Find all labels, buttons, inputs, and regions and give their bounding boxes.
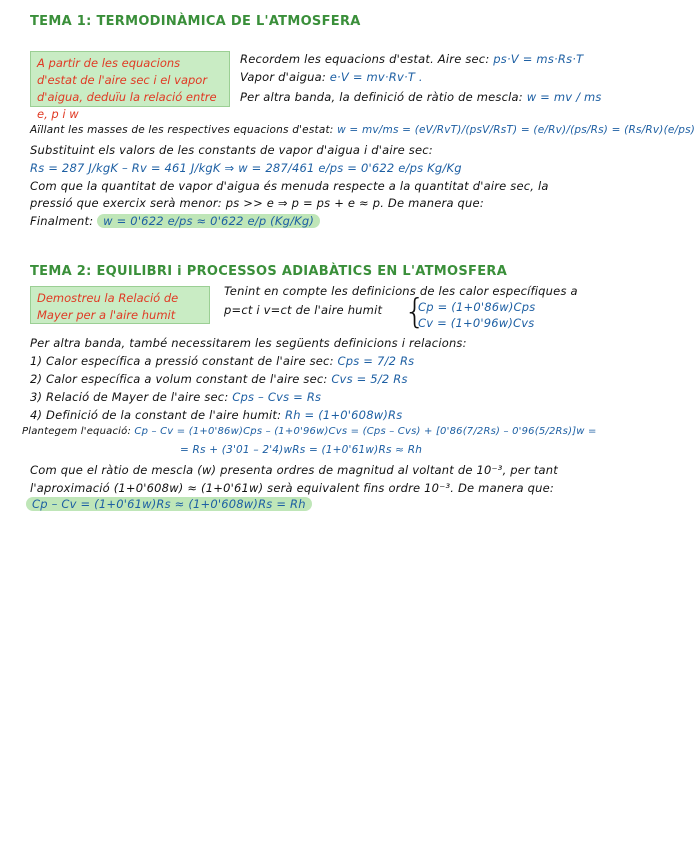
line-eq: ps·V = ms·Rs·T [493, 52, 584, 66]
line-substituint: Substituint els valors de les constants de vapor d'aigua i d'aire sec: [30, 143, 433, 157]
section1-task-box: A partir de les equacions d'estat de l'aire sec i el vapor d'aigua, deduïu la relació entre e, p i w [30, 51, 230, 107]
plantegem-equation-2: = Rs + (3'01 – 2'4)wRs = (1+0'61w)Rs ≈ Rh [180, 444, 423, 456]
final-line-section2 [26, 497, 312, 511]
section1-title: TEMA 1: TERMODINÀMICA DE L'ATMOSFERA [30, 14, 361, 29]
line-vapor [240, 70, 423, 84]
line-text: Recordem les equacions d'estat. Aire sec: [240, 52, 490, 66]
line-ratio-definition [240, 90, 602, 104]
section2-title: TEMA 2: EQUILIBRI i PROCESSOS ADIABÀTICS EN L'ATMOSFERA [30, 264, 508, 279]
line-aillant [30, 124, 695, 136]
line-pressio: pressió que exercix serà menor: ps >> e ⇒ p = ps + e ≈ p. De manera que: [30, 196, 484, 210]
conclusion-line-2: l'aproximació (1+0'608w) ≈ (1+0'61w) serà equivalent fins ordre 10⁻³. De manera que: [30, 481, 554, 495]
final-equation: Cp – Cv = (1+0'61w)Rs ≈ (1+0'608w)Rs = Rh [26, 497, 312, 511]
plantegem-label: Plantegem l'equació: [22, 426, 132, 437]
item-1 [30, 354, 414, 368]
intro-line-2: p=ct i v=ct de l'aire humit [224, 303, 383, 317]
lead-line: Per altra banda, també necessitarem les següents definicions i relacions: [30, 336, 467, 350]
cv-definition: Cv = (1+0'96w)Cvs [418, 316, 535, 330]
line-aire-sec [240, 52, 583, 66]
item-eq: Cvs = 5/2 Rs [331, 372, 408, 386]
item-eq: Cps = 7/2 Rs [337, 354, 415, 368]
item-text: 3) Relació de Mayer de l'aire sec: [30, 390, 229, 404]
item-text: 1) Calor específica a pressió constant de l'aire sec: [30, 354, 334, 368]
section2-task-box: Demostreu la Relació de Mayer per a l'aire humit [30, 286, 210, 324]
brace: { [404, 292, 426, 332]
line-eq: w = mv / ms [526, 90, 602, 104]
item-text: 4) Definició de la constant de l'aire humit: [30, 408, 282, 422]
final-label: Finalment: [30, 214, 94, 228]
conclusion-line-1: Com que el ràtio de mescla (w) presenta ordres de magnitud al voltant de 10⁻³, per tant [30, 463, 559, 477]
line-eq: w = mv/ms = (eV/RvT)/(psV/RsT) = (e/Rv)/(ps/Rs) = (Rs/Rv)(e/ps) [337, 124, 695, 136]
line-text: Aïllant les masses de les respectives equacions d'estat: [30, 124, 334, 136]
plantegem-equation-1: Cp – Cv = (1+0'86w)Cps – (1+0'96w)Cvs = (Cps – Cvs) + [0'86(7/2Rs) – 0'96(5/2Rs)]w = [134, 426, 597, 437]
item-2 [30, 372, 408, 386]
final-line-section1 [30, 214, 320, 228]
item-eq: Cps – Cvs = Rs [232, 390, 322, 404]
line-text: Vapor d'aigua: [240, 70, 326, 84]
item-4 [30, 408, 402, 422]
line-constants-values: Rs = 287 J/kgK – Rv = 461 J/kgK ⇒ w = 287/461 e/ps = 0'622 e/ps Kg/Kg [30, 161, 462, 175]
plantegem-line [22, 426, 597, 437]
item-3 [30, 390, 321, 404]
line-text: Per altra banda, la definició de ràtio de mescla: [240, 90, 523, 104]
item-text: 2) Calor específica a volum constant de l'aire sec: [30, 372, 328, 386]
intro-line-1: Tenint en compte les definicions de les calor específiques a [224, 284, 578, 298]
item-eq: Rh = (1+0'608w)Rs [285, 408, 403, 422]
line-com-que: Com que la quantitat de vapor d'aigua és menuda respecte a la quantitat d'aire sec, la [30, 179, 549, 193]
final-equation: w = 0'622 e/ps ≈ 0'622 e/p (Kg/Kg) [97, 214, 320, 228]
line-eq: e·V = mv·Rv·T . [329, 70, 423, 84]
cp-definition: Cp = (1+0'86w)Cps [418, 300, 536, 314]
